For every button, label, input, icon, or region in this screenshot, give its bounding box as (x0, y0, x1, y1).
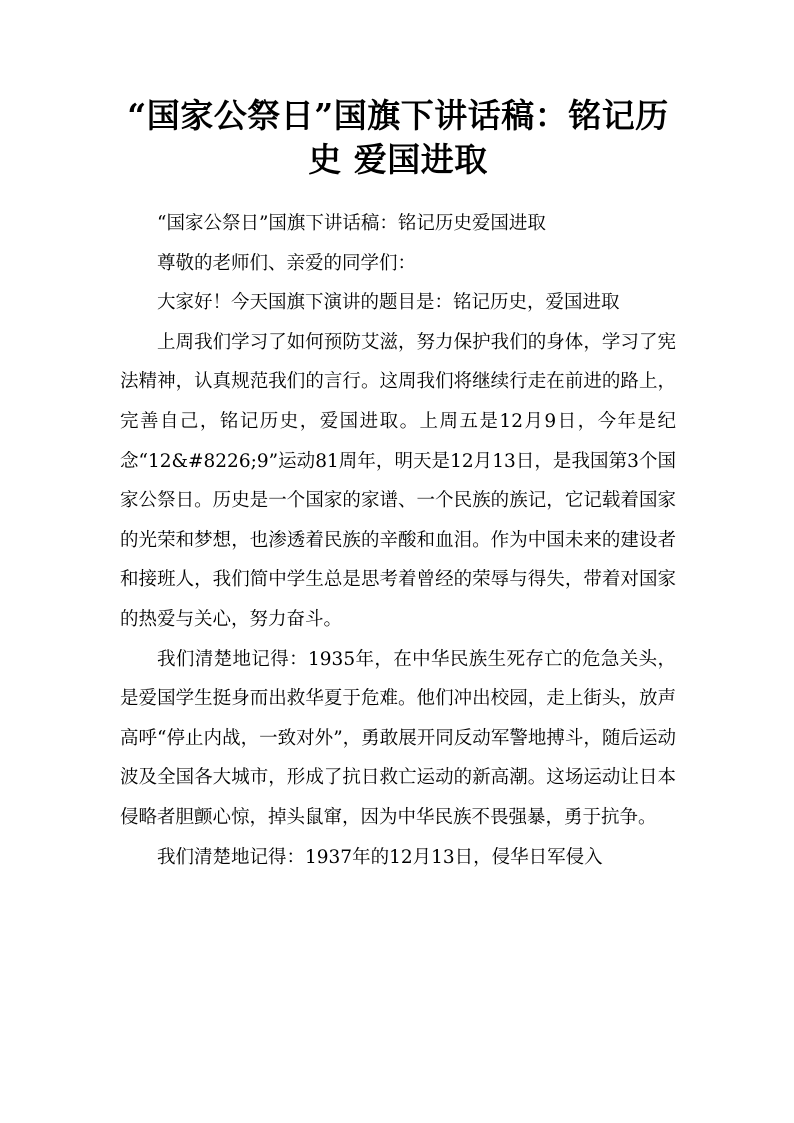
body-paragraph: 上周我们学习了如何预防艾滋，努力保护我们的身体，学习了宪法精神，认真规范我们的言行。这周我们将继续行走在前进的路上，完善自己，铭记历史，爱国进取。上周五是12月9日，今年是纪念“12&#8226;9”运动81周年，明天是12月13日，是我国第3个国家公祭日。历史是一个国家的家谱、一个民族的族记，它记载着国家的光荣和梦想，也渗透着民族的辛酸和血泪。作为中国未来的建设者和接班人，我们简中学生总是思考着曾经的荣辱与得失，带着对国家的热爱与关心，努力奋斗。 (120, 331, 676, 630)
body-paragraph: 我们清楚地记得：1935年，在中华民族生死存亡的危急关头，是爱国学生挺身而出救华夏于危难。他们冲出校园，走上街头，放声高呼“停止内战，一致对外”，勇敢展开同反动军警地搏斗，随后运动波及全国各大城市，形成了抗日救亡运动的新高潮。这场运动让日本侵略者胆颤心惊，掉头鼠窜，因为中华民族不畏强暴，勇于抗争。 (120, 648, 676, 828)
document-title: “国家公祭日”国旗下讲话稿：铭记历史 爱国进取 (127, 96, 669, 179)
greeting-paragraph: 大家好！今天国旗下演讲的题目是：铭记历史，爱国进取 (157, 292, 620, 314)
body-paragraph: 我们清楚地记得：1937年的12月13日，侵华日军侵入 (157, 846, 603, 868)
subtitle-paragraph: “国家公祭日”国旗下讲话稿：铭记历史爱国进取 (157, 213, 546, 234)
salutation-paragraph: 尊敬的老师们、亲爱的同学们： (157, 252, 417, 274)
